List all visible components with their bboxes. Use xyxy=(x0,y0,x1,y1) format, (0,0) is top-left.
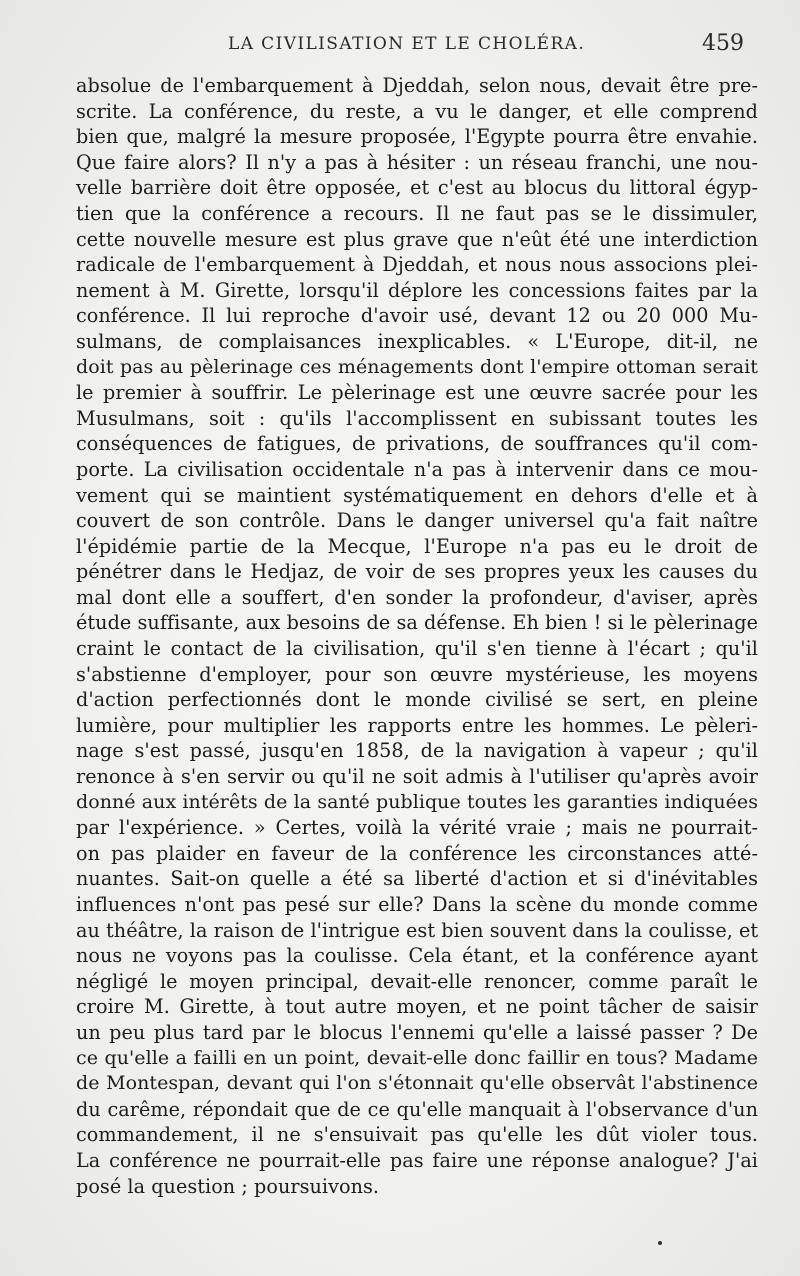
text-line: vement qui se maintient systématiquement en dehors d'elle et à xyxy=(76,483,758,507)
text-line: posé la question ; poursuivons. xyxy=(76,1174,380,1198)
text-line: nuantes. Sait-on quelle a été sa liberté d'action et si d'inévitables xyxy=(76,867,758,891)
running-head xyxy=(0,31,800,64)
text-line: donné aux intérêts de la santé publique toutes les garanties indiquées xyxy=(76,790,758,813)
text-line: couvert de son contrôle. Dans le danger universel qu'a fait naître xyxy=(76,509,758,533)
text-line: on pas plaider en faveur de la conférence les circonstances atté- xyxy=(76,841,758,865)
text-line: sulmans, de complaisances inexplicables. « L'Europe, dit-il, ne xyxy=(76,329,758,353)
text-line: mal dont elle a souffert, d'en sonder la profondeur, d'aviser, après xyxy=(76,585,758,609)
text-line: commandement, il ne s'ensuivait pas qu'elle les dût violer tous. xyxy=(76,1123,758,1147)
text-line: de Montespan, devant qui l'on s'étonnait qu'elle observât l'abstinence xyxy=(76,1072,758,1095)
text-line: nement à M. Girette, lorsqu'il déplore les concessions faites par la xyxy=(76,278,758,302)
text-line: lumière, pour multiplier les rapports entre les hommes. Le pèleri- xyxy=(76,713,758,737)
text-line: par l'expérience. » Certes, voilà la vérité vraie ; mais ne pourrait- xyxy=(76,816,758,840)
text-line: un peu plus tard par le blocus l'ennemi qu'elle a laissé passer ? De xyxy=(76,1020,758,1044)
text-line: cette nouvelle mesure est plus grave que n'eût été une interdiction xyxy=(76,227,758,251)
text-line: l'épidémie partie de la Mecque, l'Europe n'a pas eu le droit de xyxy=(76,534,758,558)
text-line: au théâtre, la raison de l'intrigue est bien souvent dans la coulisse, et xyxy=(76,918,759,942)
text-line: conférence. Il lui reproche d'avoir usé, devant 12 ou 20 000 Mu- xyxy=(76,304,758,328)
text-line: s'abstienne d'employer, pour son œuvre mystérieuse, les moyens xyxy=(76,662,758,686)
text-line: doit pas au pèlerinage ces ménagements dont l'empire ottoman serait xyxy=(76,355,758,378)
text-line: renonce à s'en servir ou qu'il ne soit admis à l'utiliser qu'après avoir xyxy=(76,765,758,789)
text-line: ce qu'elle a failli en un point, devait-elle donc faillir en tous? Madame xyxy=(76,1046,758,1069)
text-line: radicale de l'embarquement à Djeddah, et nous nous associons plei- xyxy=(76,253,758,277)
running-title: LA CIVILISATION ET LE CHOLÉRA. xyxy=(228,34,586,54)
text-line: conséquences de fatigues, de privations, de souffrances qu'il com- xyxy=(76,432,758,456)
text-line: scrite. La conférence, du reste, a vu le danger, et elle comprend xyxy=(76,99,758,123)
text-line: bien que, malgré la mesure proposée, l'Egypte pourra être envahie. xyxy=(76,125,758,149)
text-line: du carême, répondait que de ce qu'elle manquait à l'observance d'un xyxy=(76,1097,758,1121)
text-line: porte. La civilisation occidentale n'a pas à intervenir dans ce mou- xyxy=(76,457,758,481)
text-line: velle barrière doit être opposée, et c'est au blocus du littoral égyp- xyxy=(76,176,758,200)
text-line: nous ne voyons pas la coulisse. Cela étant, et la conférence ayant xyxy=(76,944,758,968)
text-line: influences n'ont pas pesé sur elle? Dans la scène du monde comme xyxy=(76,893,758,916)
page-number: 459 xyxy=(702,31,744,56)
text-line: nage s'est passé, jusqu'en 1858, de la navigation à vapeur ; qu'il xyxy=(76,739,758,763)
text-line: La conférence ne pourrait-elle pas faire une réponse analogue? J'ai xyxy=(76,1148,758,1172)
text-line: Que faire alors? Il n'y a pas à hésiter : un réseau franchi, une nou- xyxy=(76,150,758,174)
text-line: croire M. Girette, à tout autre moyen, et ne point tâcher de saisir xyxy=(76,995,758,1019)
text-line: craint le contact de la civilisation, qu'il s'en tienne à l'écart ; qu'il xyxy=(76,637,758,661)
text-line: étude suffisante, aux besoins de sa défense. Eh bien ! si le pèlerinage xyxy=(76,611,758,635)
body-text xyxy=(76,73,758,1199)
text-line: pénétrer dans le Hedjaz, de voir de ses propres yeux les causes du xyxy=(76,560,758,584)
text-line: absolue de l'embarquement à Djeddah, selon nous, devait être pre- xyxy=(76,74,758,97)
text-line: négligé le moyen principal, devait-elle renoncer, comme paraît le xyxy=(76,969,758,993)
text-line: tien que la conférence a recours. Il ne faut pas se le dissimuler, xyxy=(76,201,758,225)
text-line: d'action perfectionnés dont le monde civilisé se sert, en pleine xyxy=(76,688,758,712)
text-line: Musulmans, soit : qu'ils l'accomplissent en subissant toutes les xyxy=(76,406,758,430)
text-line: le premier à souffrir. Le pèlerinage est une œuvre sacrée pour les xyxy=(76,381,758,405)
ink-speck xyxy=(658,1241,662,1245)
